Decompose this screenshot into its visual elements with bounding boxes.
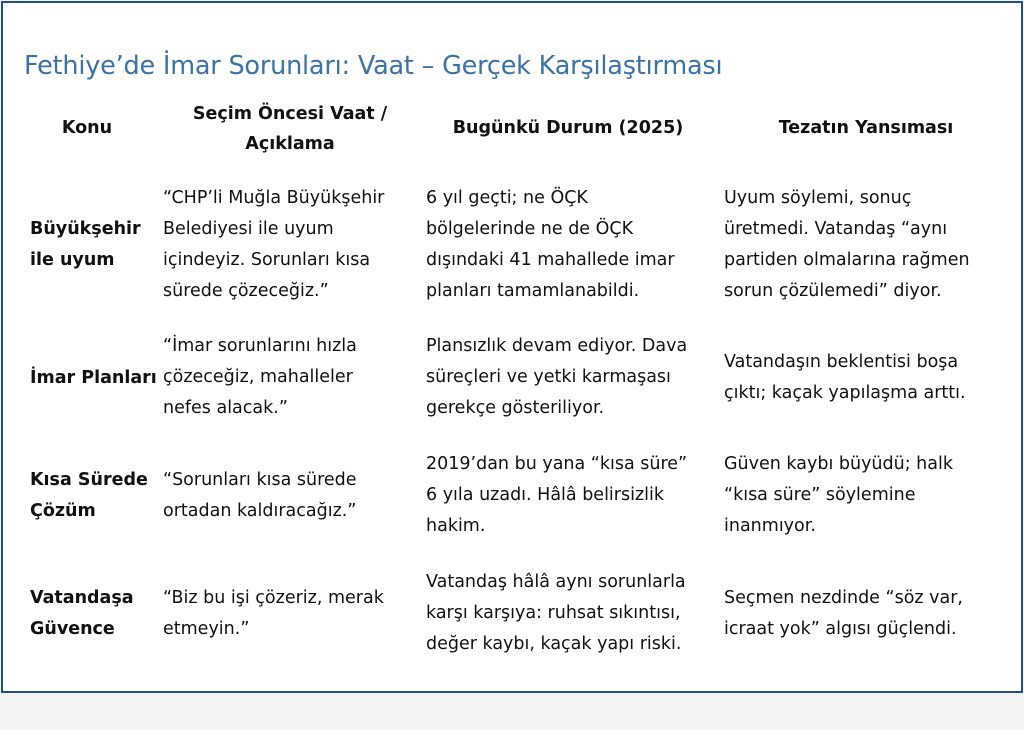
row-2-status: Plansızlık devam ediyor. Dava süreçleri ve yetki karmaşası gerekçe gösteriliyor.	[426, 336, 688, 418]
page-title: Fethiye’de İmar Sorunları: Vaat – Gerçek Karşılaştırması	[24, 51, 723, 81]
row-2-topic: İmar Planları	[30, 368, 157, 388]
row-1-reflection: Uyum söylemi, sonuç üretmedi. Vatandaş “aynı partiden olmalarına rağmen sorun çözülemedi” diyor.	[724, 188, 970, 301]
row-2-promise: “İmar sorunlarını hızla çözeceğiz, mahalleler nefes alacak.”	[163, 336, 357, 418]
row-4-topic: Vatandaşa Güvence	[30, 588, 134, 639]
row-3-status: 2019’dan bu yana “kısa süre” 6 yıla uzadı. Hâlâ belirsizlik hakim.	[426, 454, 688, 536]
header-topic: Konu	[61, 118, 113, 138]
row-1-topic: Büyükşehir ile uyum	[30, 219, 141, 270]
row-4-status: Vatandaş hâlâ aynı sorunlarla karşı karşıya: ruhsat sıkıntısı, değer kaybı, kaçak yapı riski.	[426, 572, 686, 654]
header-promise	[161, 99, 419, 159]
row-4-reflection: Seçmen nezdinde “söz var, icraat yok” algısı güçlendi.	[724, 588, 963, 639]
header-promise-line2: Açıklama	[245, 134, 335, 154]
row-4-promise: “Biz bu işi çözeriz, merak etmeyin.”	[163, 588, 384, 639]
row-1-status: 6 yıl geçti; ne ÖÇK bölgelerinde ne de ÖÇK dışındaki 41 mahallede imar planları tamamlanabildi.	[426, 188, 675, 301]
header-reflection: Tezatın Yansıması	[778, 118, 954, 138]
row-3-promise: “Sorunları kısa sürede ortadan kaldıracağız.”	[163, 470, 357, 521]
row-1-promise: “CHP’li Muğla Büyükşehir Belediyesi ile uyum içindeyiz. Sorunları kısa sürede çözeceğiz.”	[163, 188, 385, 301]
row-2-reflection: Vatandaşın beklentisi boşa çıktı; kaçak yapılaşma arttı.	[724, 352, 966, 403]
row-3-topic: Kısa Sürede Çözüm	[30, 470, 148, 521]
row-3-reflection: Güven kaybı büyüdü; halk “kısa süre” söylemine inanmıyor.	[724, 454, 953, 536]
comparison-card	[1, 1, 1023, 693]
header-status: Bugünkü Durum (2025)	[452, 118, 684, 138]
header-promise-line1: Seçim Öncesi Vaat /	[192, 104, 388, 124]
